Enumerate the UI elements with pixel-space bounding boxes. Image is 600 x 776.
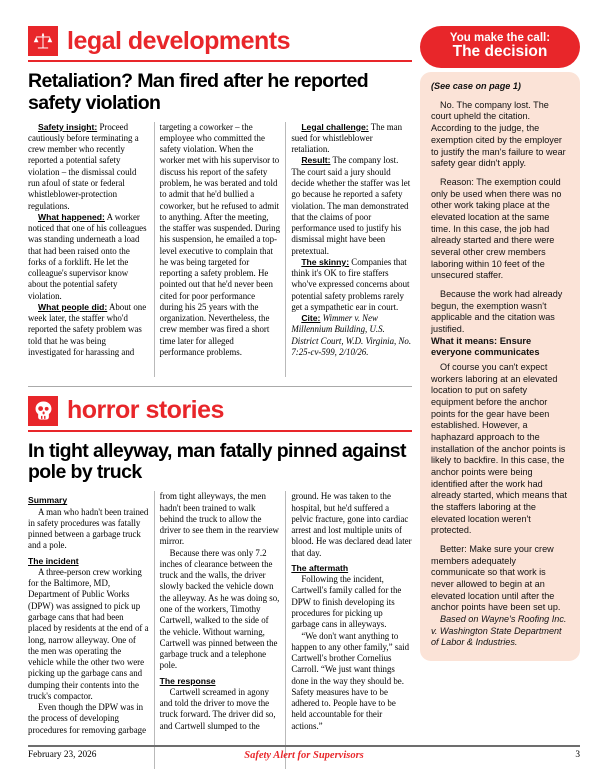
sidebar-see-case: (See case on page 1): [431, 81, 521, 92]
section-divider: [28, 386, 412, 387]
body-paragraph: [160, 548, 281, 672]
sidebar-you-make-the-call: [420, 26, 580, 661]
subhead-label: The response: [159, 675, 216, 686]
article-headline-horror: In tight alleyway, man fatally pinned against pole by truck: [28, 439, 406, 484]
scales-of-justice-icon: [28, 26, 58, 56]
paragraph-lead-in: The skinny:: [301, 256, 350, 267]
paragraph-lead-in: Legal challenge:: [301, 121, 369, 132]
body-paragraph: [291, 574, 412, 630]
paragraph-lead-in: Safety insight:: [38, 121, 98, 132]
sidebar-pill-line1: You make the call:: [449, 32, 551, 44]
sidebar-paragraph: Reason: The exemption could only be used when there was no other work taking place at the elevated location at the same time. In this case, the job had already started and there were several other crew members laboring within 10 feet of the unsecured staffer.: [431, 176, 562, 281]
sidebar-pill-header: [420, 26, 580, 68]
subhead: [28, 556, 149, 567]
sidebar-what-it-means-heading: What it means: Ensure everyone communicates: [431, 335, 540, 357]
skull-icon: [28, 396, 58, 426]
paragraph-text: The company lost. The court said a jury should decide whether the staffer was let go because he reported a safety violation. The man demonstrated that the claims of poor performance used to justify his dismissal might have been pretextual.: [291, 155, 411, 256]
article-body-legal: [28, 122, 412, 377]
body-paragraph: [291, 122, 412, 156]
paragraph-text: A three-person crew working for the Baltimore, MD, Department of Public Works (DPW) was assigned to pick up garbage cans that had been placed by residents at the end of a long, narrow alleyway. One of the men was operating the vehicle while the other two were picking up the garbage cans and dumping their contents into the truck's compactor.: [28, 566, 149, 701]
paragraph-text: Proceed cautiously before terminating a crew member who recently reported a potential safety violation – the dismissal could run afoul of state or federal whistleblower-protection regulations.: [28, 121, 139, 211]
paragraph-text: “We don't want anything to happen to any other family,” said Cartwell's brother Cornelius Carroll. “We just want things done in the way they should be. Safety measures have to be adhered to. People have to be held accountable for their actions.”: [291, 630, 410, 731]
subhead: [28, 495, 149, 506]
section-rule-horror: [28, 430, 412, 432]
article-legal-developments: [28, 26, 412, 377]
sidebar-decision-paragraphs: [431, 100, 569, 336]
sidebar-pill-line2: The decision: [452, 43, 548, 61]
paragraph-lead-in: Cite:: [301, 313, 321, 324]
paragraph-lead-in: What happened:: [38, 211, 105, 222]
subhead-label: The aftermath: [291, 562, 349, 573]
subhead: [160, 676, 281, 687]
footer-rule: [28, 745, 580, 747]
footer-publication-title: Safety Alert for Supervisors: [244, 750, 364, 761]
paragraph-text: Because there was only 7.2 inches of clearance between the truck and the walls, the driver slowly backed the vehicle down the alleyway. As he was doing so, one of the workers, Timothy Cartwell, walked to the side of the vehicle. Without warning, Cartwell was pinned between the garbage truck and a telephone pole.: [159, 547, 280, 671]
paragraph-text: A worker noticed that one of his colleagues was standing underneath a load that had been raised onto the forks of a forklift. He let the colleague's supervisor know about the potential safety violation.: [28, 211, 147, 301]
article-body-horror: [28, 491, 412, 769]
paragraph-text: Following the incident, Cartwell's family called for the DPW to finish developing its procedures for picking up garbage cans in alleyways.: [291, 574, 402, 630]
paragraph-text: Companies that think it's OK to fire staffers who've expressed concerns about potential safety problems rarely get a sympathetic ear in court.: [291, 256, 410, 312]
paragraph-text: Cartwell screamed in agony and told the driver to move the truck forward. The driver did so, and Cartwell slumped to the ground. He was taken to the hospital, but he'd suffered a pelvic fracture, gone into cardiac arrest and lost multiple units of blood. He was declared dead later that day.: [159, 491, 412, 731]
body-paragraph: [28, 567, 149, 702]
article-horror-stories: [28, 396, 412, 770]
body-paragraph: [28, 122, 149, 212]
section-header-horror: [28, 396, 412, 426]
paragraph-text: A man who hadn't been trained in safety procedures was fatally pinned between a garbage truck and a pole.: [28, 506, 149, 551]
body-paragraph: [28, 212, 149, 302]
sidebar-paragraph: Because the work had already begun, the exemption wasn't applicable and the citation was justified.: [431, 288, 563, 334]
sidebar-credit: Based on Wayne's Roofing Inc. v. Washington State Department of Labor & Industries.: [431, 614, 567, 648]
body-paragraph: [291, 313, 412, 358]
subhead: [291, 563, 412, 574]
body-paragraph: [291, 257, 412, 313]
page-footer: [28, 745, 580, 760]
article-headline-legal: Retaliation? Man fired after he reported safety violation: [28, 70, 369, 114]
paragraph-text: Even though the DPW was in the process of developing procedures for removing garbage from tight alleyways, the men hadn't been trained to walk behind the truck to allow the driver to see them in the rearview mirror.: [28, 491, 279, 735]
section-title-legal: legal developments: [67, 26, 291, 55]
sidebar-what-it-means-paragraphs: [431, 362, 569, 614]
section-header-legal: [28, 26, 412, 56]
body-paragraph: [291, 155, 412, 256]
main-content: [28, 26, 412, 769]
paragraph-text: The man sued for whistleblower retaliation.: [291, 121, 403, 155]
body-paragraph: [28, 507, 149, 552]
paragraph-lead-in: Result:: [301, 155, 331, 166]
subhead-label: The incident: [28, 555, 79, 566]
section-title-horror: horror stories: [67, 396, 224, 425]
paragraph-lead-in: What people did:: [38, 301, 108, 312]
section-rule-legal: [28, 60, 412, 62]
footer-date: February 23, 2026: [28, 750, 97, 760]
paragraph-text: About one week later, the staffer who'd reported the safety problem was told that he was being investigated for harassing and targeting a coworker – the employee who committed the safety violation. When the worker met with his supervisor to discuss his report of the safety problem, he was berated and told to admit that he'd bullied a coworker, but he refused to admit to anything. After the meeting, the staffer was suspended. During his suspension, he emailed a top-level executive to complain that he was being targeted for reporting a safety problem. He pointed out that he'd never been cited for poor performance during his 25 years with the organization. Nevertheless, the crew member was fired a short time later for alleged performance problems.: [28, 121, 281, 357]
sidebar-paragraph: Better: Make sure your crew members adequately communicate so that work is never allowed to begin at an elevated location until after the anchor points have been set up.: [431, 543, 561, 613]
paragraph-text: Wimmer v. New Millennium Building, U.S. District Court, W.D. Virginia, No. 7:25-cv-599, 2/10/26.: [291, 313, 412, 357]
body-paragraph: [291, 631, 412, 732]
sidebar-paragraph: No. The company lost. The court upheld the citation. According to the judge, the exemption cited by the employer to justify the man's failure to wear safety gear didn't apply.: [431, 99, 566, 169]
footer-page-number: 3: [575, 750, 580, 760]
sidebar-body: [420, 72, 580, 661]
subhead-label: Summary: [28, 495, 68, 506]
sidebar-paragraph: Of course you can't expect workers laboring at an elevated location to put on safety equipment before the anchor points for the gear have been established. However, a haphazard approach to the installation of the anchor points is likely to backfire. In this case, the anchor points were being identified after the work had already started, which means that the staffers laboring at the elevated location weren't protected.: [431, 361, 567, 536]
